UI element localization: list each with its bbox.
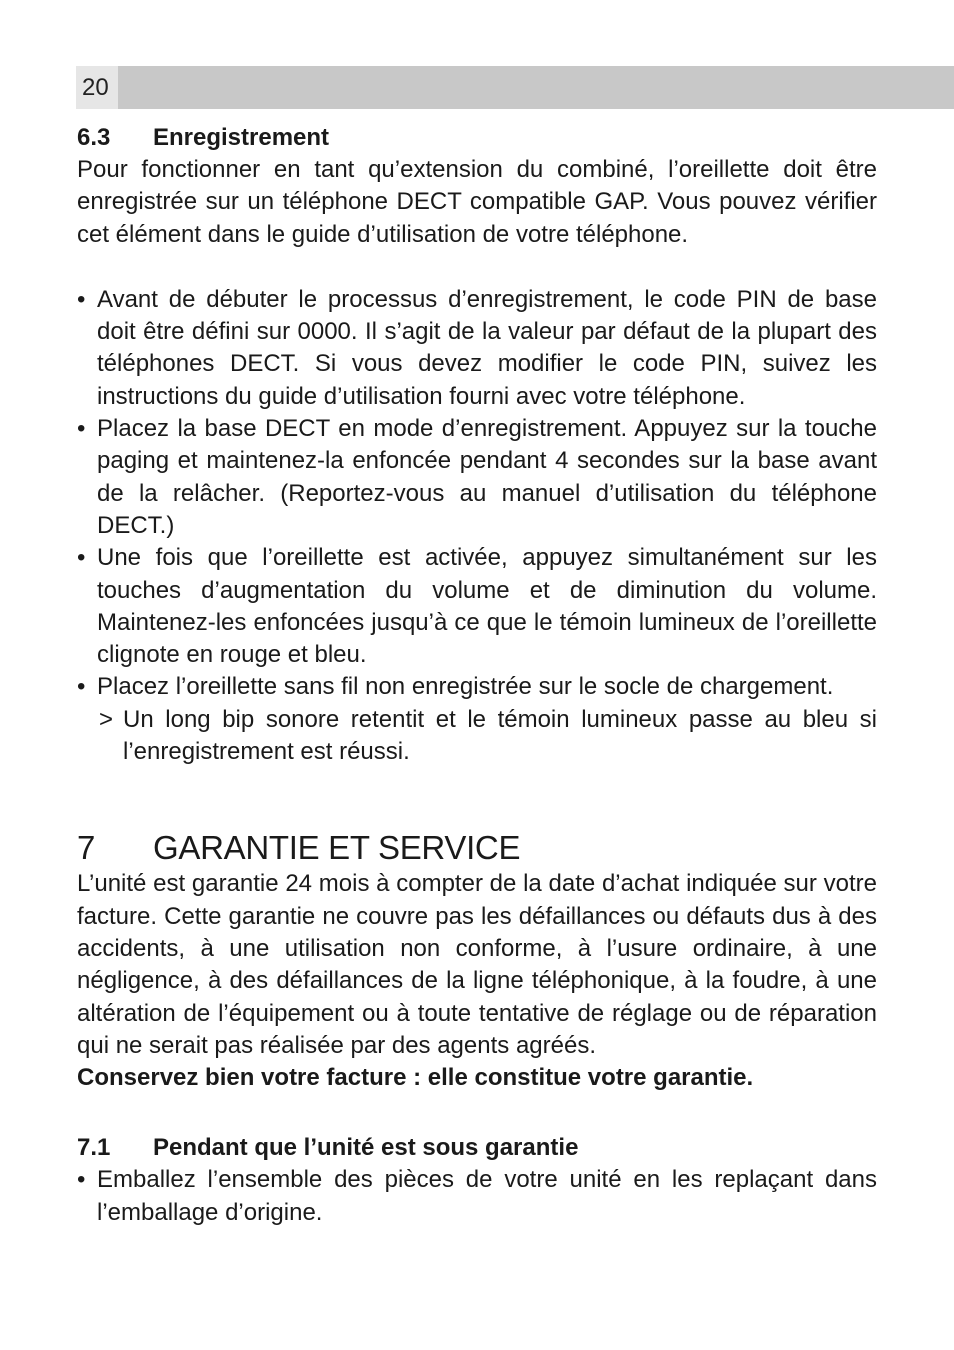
bullet-icon: • bbox=[77, 673, 86, 701]
page-number: 20 bbox=[76, 66, 118, 109]
section-number: 7.1 bbox=[77, 1134, 111, 1162]
registration-steps-list bbox=[77, 284, 877, 768]
result-note: > Un long bip sonore retentit et le témoin lumineux passe au bleu si l’enregistrement est réussi. bbox=[99, 705, 877, 766]
section-7-1-heading bbox=[77, 1132, 877, 1164]
section-title: GARANTIE ET SERVICE bbox=[153, 829, 521, 867]
list-item: • Placez la base DECT en mode d’enregistrement. Appuyez sur la touche paging et maintenez-la enfoncée pendant 4 secondes sur la base avant de la relâcher. (Reportez-vous au manuel d’utilisation du téléphone DECT.) bbox=[77, 415, 877, 539]
section-6-3-intro: Pour fonctionner en tant qu’extension du combiné, l’oreillette doit être enregistrée sur un téléphone DECT compatible GAP. Vous pouvez vérifier cet élément dans le guide d’utilisation de votre téléphone. bbox=[77, 156, 877, 248]
warranty-body: L’unité est garantie 24 mois à compter de la date d’achat indiquée sur votre facture. Cette garantie ne couvre pas les défaillances ou défauts dus à des accidents, à une utilisation non conforme, à l’usure ordinaire, à une négligence, à des défaillances de la ligne téléphonique, à la foudre, à une altération de l’équipement ou à toute tentative de réglage ou de réparation qui ne serait pas réalisée par des agents agréés. bbox=[77, 870, 877, 1059]
section-7-heading bbox=[77, 828, 877, 868]
section-title: Enregistrement bbox=[153, 124, 330, 151]
section-number: 6.3 bbox=[77, 124, 111, 151]
bullet-icon: • bbox=[77, 285, 86, 313]
list-item: • Emballez l’ensemble des pièces de votre unité en les replaçant dans l’emballage d’origine. bbox=[77, 1166, 877, 1226]
section-6-3-heading bbox=[77, 122, 877, 154]
page-content bbox=[77, 122, 877, 1229]
page-header-bar bbox=[76, 66, 954, 109]
warranty-note: Conservez bien votre facture : elle constitue votre garantie. bbox=[77, 1064, 754, 1092]
arrow-right-icon: > bbox=[99, 705, 114, 733]
bullet-icon: • bbox=[77, 1166, 86, 1194]
bullet-icon: • bbox=[77, 544, 86, 572]
bullet-icon: • bbox=[77, 415, 86, 443]
warranty-steps-list bbox=[77, 1164, 877, 1229]
list-item: • Placez l’oreillette sans fil non enregistrée sur le socle de chargement. > Un long bip sonore retentit et le témoin lumineux passe au bleu si l’enregistrement est réussi. bbox=[77, 671, 877, 768]
list-item: • Une fois que l’oreillette est activée, appuyez simultanément sur les touches d’augmentation du volume et de diminution du volume. Maintenez-les enfoncées jusqu’à ce que le témoin lumineux de l’oreillette clignote en rouge et bleu. bbox=[77, 544, 877, 669]
list-item: • Avant de débuter le processus d’enregistrement, le code PIN de base doit être défini sur 0000. Il s’agit de la valeur par défaut de la plupart des téléphones DECT. Si vous devez modifier le code PIN, suivez les instructions du guide d’utilisation fourni avec votre téléphone. bbox=[77, 285, 877, 410]
section-number: 7 bbox=[77, 829, 96, 867]
section-title: Pendant que l’unité est sous garantie bbox=[153, 1134, 579, 1162]
